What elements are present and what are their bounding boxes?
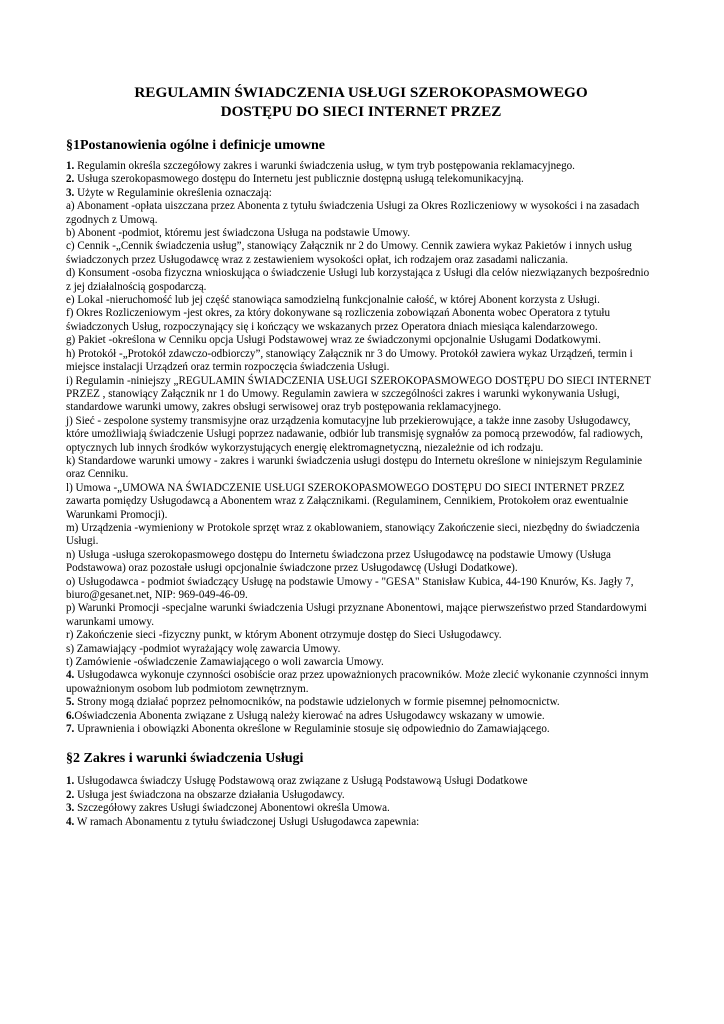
title-line-1: REGULAMIN ŚWIADCZENIA USŁUGI SZEROKOPASMOWEGO	[134, 84, 588, 101]
paragraph-number: 4.	[66, 815, 75, 828]
document-title	[66, 83, 656, 121]
title-line-2: DOSTĘPU DO SIECI INTERNET PRZEZ	[220, 103, 502, 120]
paragraph-text: d) Konsument -osoba fizyczna wnioskująca o świadczenie Usługi lub korzystająca z Usługi dla celów niezwiązanych bezpośrednio z jej działalnością gospodarczą.	[66, 267, 650, 293]
paragraph-text: Użyte w Regulaminie określenia oznaczają:	[74, 186, 272, 199]
paragraph-number: 3.	[66, 802, 75, 815]
paragraph-text: b) Abonent -podmiot, któremu jest świadczona Usługa na podstawie Umowy.	[66, 227, 411, 240]
paragraph	[66, 375, 656, 415]
paragraph-text: Oświadczenia Abonenta związane z Usługą należy kierować na adres Usługodawcy wskazany w umowie.	[74, 709, 545, 722]
paragraph-text: m) Urządzenia -wymieniony w Protokole sprzęt wraz z okablowaniem, stanowiący Zakończenie sieci, niezbędny do świadczenia Usługi.	[66, 521, 640, 548]
paragraph-number: 3.	[66, 186, 75, 199]
paragraph-text: Strony mogą działać poprzez pełnomocników, na podstawie udzielonych w formie pisemnej pełnomocnictw.	[74, 696, 560, 709]
paragraph	[66, 522, 656, 549]
paragraph	[66, 307, 656, 334]
paragraph-number: 1.	[66, 775, 75, 788]
paragraph	[66, 549, 656, 576]
section-1-body	[66, 160, 656, 736]
paragraph	[66, 710, 656, 723]
paragraph-text: a) Abonament -opłata uiszczana przez Abonenta z tytułu świadczenia Usługi za Okres Rozliczeniowy w wysokości i na zasadach zgodnych z Umową.	[66, 200, 640, 226]
paragraph-text: t) Zamówienie -oświadczenie Zamawiającego o woli zawarcia Umowy.	[66, 656, 384, 669]
paragraph-text: o) Usługodawca - podmiot świadczący Usługę na podstawie Umowy - "GESA" Stanisław Kubica, 44-190 Knurów, Ks. Jagły 7, biuro@gesanet.net, NIP: 969-049-46-09.	[66, 575, 634, 601]
paragraph	[66, 227, 656, 240]
paragraph	[66, 334, 656, 347]
paragraph-text: Szczegółowy zakres Usługi świadczonej Abonentowi określa Umowa.	[74, 802, 390, 815]
paragraph	[66, 802, 656, 815]
paragraph	[66, 656, 656, 669]
paragraph	[66, 576, 656, 603]
paragraph-text: l) Umowa -„UMOWA NA ŚWIADCZENIE USŁUGI SZEROKOPASMOWEGO DOSTĘPU DO SIECI INTERNET PRZEZ zawarta pomiędzy Usługodawcą a Abonentem wraz z Załącznikami. (Regulaminem, Cennikiem, Protokołem oraz ewentualnie Warunkami Promocji).	[66, 481, 629, 521]
paragraph-text: c) Cennik -„Cennik świadczenia usług”, stanowiący Załącznik nr 2 do Umowy. Cennik zawiera wykaz Pakietów i innych usług świadczonych przez Usługodawcę wraz z zestawieniem wysokości opłat, ich rodzajem oraz zasadami naliczania.	[66, 240, 632, 266]
paragraph	[66, 240, 656, 267]
section-2-body	[66, 775, 656, 829]
paragraph-number: 2.	[66, 788, 75, 801]
paragraph	[66, 415, 656, 455]
paragraph-text: Usługa szerokopasmowego dostępu do Internetu jest publicznie dostępną usługą telekomunikacyjną.	[74, 173, 524, 186]
paragraph-text: f) Okres Rozliczeniowym -jest okres, za który dokonywane są rozliczenia zobowiązań Abonenta wobec Operatora z tytułu świadczonych Usług, rozpoczynający się i kończący we wskazanych przez Operatora dniach miesiąca kalendarzowego.	[66, 307, 611, 333]
section-1-heading: §1Postanowienia ogólne i definicje umowne	[66, 138, 325, 153]
paragraph-text: Usługa jest świadczona na obszarze działania Usługodawcy.	[74, 788, 345, 801]
paragraph-text: n) Usługa -usługa szerokopasmowego dostępu do Internetu świadczona przez Usługodawcę na podstawie Umowy (Usługa Podstawowa) oraz pozostałe usługi opcjonalnie świadczone przez Usługodawcę (Usługi Dodatkowe).	[66, 548, 611, 575]
paragraph-number: 4.	[66, 669, 75, 682]
paragraph-text: h) Protokół -„Protokół zdawczo-odbiorczy”, stanowiący Załącznik nr 3 do Umowy. Protokół zawiera wykaz Urządzeń, termin i miejsce instalacji Urządzeń oraz termin rozpoczęcia świadczenia Usługi.	[66, 347, 633, 374]
paragraph	[66, 160, 656, 173]
paragraph	[66, 696, 656, 709]
section-2-heading: §2 Zakres i warunki świadczenia Usługi	[66, 751, 304, 767]
paragraph-text: Uprawnienia i obowiązki Abonenta określone w Regulaminie stosuje się odpowiednio do Zamawiającego.	[74, 723, 550, 736]
paragraph	[66, 669, 656, 696]
paragraph-text: r) Zakończenie sieci -fizyczny punkt, w którym Abonent otrzymuje dostęp do Sieci Usługodawcy.	[66, 629, 502, 642]
paragraph-text: Usługodawca świadczy Usługę Podstawową oraz związane z Usługą Podstawową Usługi Dodatkowe	[74, 775, 528, 788]
paragraph	[66, 816, 656, 829]
paragraph-text: s) Zamawiający -podmiot wyrażający wolę zawarcia Umowy.	[66, 642, 341, 655]
paragraph-text: k) Standardowe warunki umowy - zakres i warunki świadczenia usługi dostępu do Internetu określone w niniejszym Regulaminie oraz Cenniku.	[66, 454, 643, 481]
paragraph-number: 1.	[66, 160, 75, 172]
paragraph	[66, 187, 656, 200]
paragraph	[66, 602, 656, 629]
paragraph	[66, 629, 656, 642]
paragraph-number: 7.	[66, 723, 75, 736]
paragraph-text: p) Warunki Promocji -specjalne warunki świadczenia Usługi przyznane Abonentowi, mające pierwszeństwo przed Standardowymi warunkami umowy.	[66, 602, 647, 628]
paragraph-text: j) Sieć - zespolone systemy transmisyjne oraz urządzenia komutacyjne lub przekierowujące, a także inne zasoby Usługodawcy, które umożliwiają świadczenie Usługi poprzez nadawanie, odbiór lub transmisję sygnałów za pomocą przewodów, fal radiowych, optycznych lub innych środków wykorzystujących energię elektromagnetyczną, niezależnie od ich rodzaju.	[66, 414, 643, 454]
paragraph-text: e) Lokal -nieruchomość lub jej część stanowiąca samodzielną funkcjonalnie całość, w której Abonent korzysta z Usługi.	[66, 294, 600, 307]
paragraph	[66, 482, 656, 522]
paragraph-text: W ramach Abonamentu z tytułu świadczonej Usługi Usługodawca zapewnia:	[74, 815, 420, 828]
paragraph-number: 5.	[66, 696, 75, 709]
paragraph-text: Usługodawca wykonuje czynności osobiście oraz przez upoważnionych pracowników. Może zlecić wykonanie czynności innym upoważnionym osobom lub podmiotom zewnętrznym.	[66, 669, 649, 695]
paragraph	[66, 775, 656, 788]
paragraph	[66, 789, 656, 802]
paragraph-text: g) Pakiet -określona w Cenniku opcja Usługi Podstawowej wraz ze świadczonymi opcjonalnie Usługami Dodatkowymi.	[66, 334, 601, 347]
paragraph	[66, 723, 656, 736]
paragraph-number: 6.	[66, 709, 75, 722]
paragraph	[66, 348, 656, 375]
paragraph	[66, 643, 656, 656]
paragraph	[66, 267, 656, 294]
paragraph-text: Regulamin określa szczegółowy zakres i warunki świadczenia usług, w tym tryb postępowania reklamacyjnego.	[74, 160, 575, 172]
paragraph	[66, 294, 656, 307]
paragraph	[66, 173, 656, 186]
paragraph-text: i) Regulamin -niniejszy „REGULAMIN ŚWIADCZENIA USŁUGI SZEROKOPASMOWEGO DOSTĘPU DO SIECI INTERNET PRZEZ , stanowiący Załącznik nr 1 do Umowy. Regulamin zawiera w szczególności zakres i warunki wykonywania Usługi, standardowe warunki umowy, zakres obsługi serwisowej oraz tryb postępowania reklamacyjnego.	[66, 374, 651, 414]
paragraph	[66, 200, 656, 227]
paragraph	[66, 455, 656, 482]
paragraph-number: 2.	[66, 173, 75, 186]
